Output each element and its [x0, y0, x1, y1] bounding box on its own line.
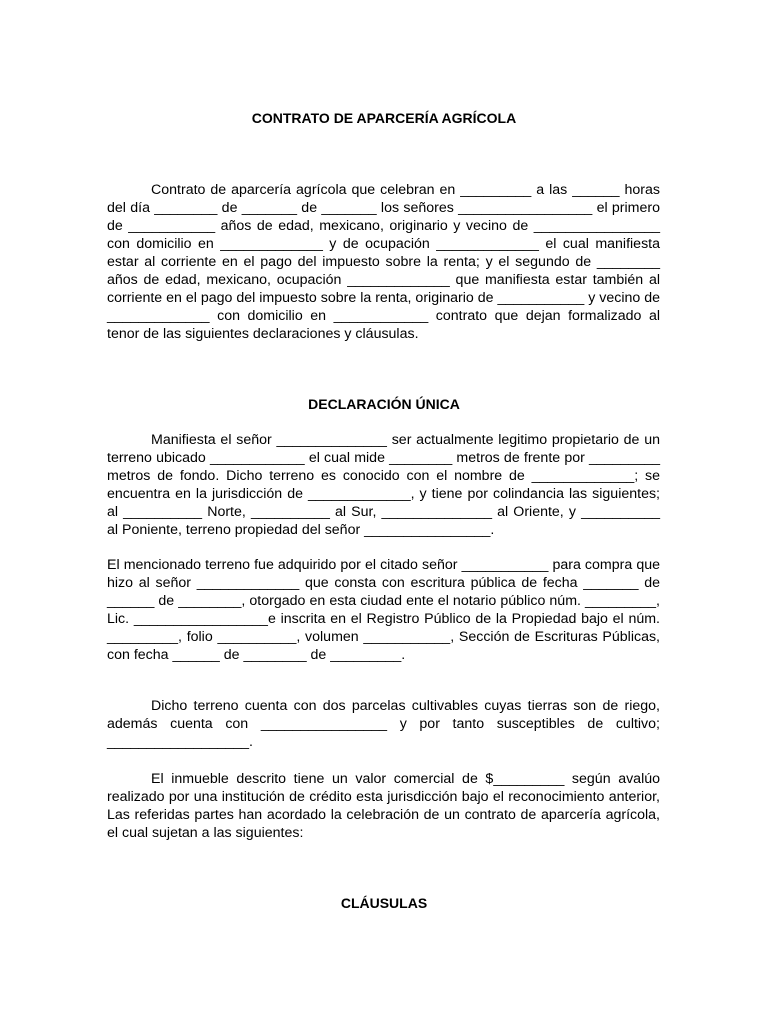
intro-paragraph: Contrato de aparcería agrícola que celebran en _________ a las ______ horas del día ________ de _______ de _______ los señores _________________ el primero de ___________ años de edad, mexicano, originario y vecino de ________________ con domicilio en _____________ y de ocupación _____________ el cual manifiesta estar al corriente en el pago del impuesto sobre la renta; y el segundo de ________ años de edad, mexicano, ocupación _____________ que manifiesta estar también al corriente en el pago del impuesto sobre la renta, originario de ___________ y vecino de _____________ con domicilio en ____________ contrato que dejan formalizado al tenor de las siguientes declaraciones y cláusulas. [107, 182, 660, 342]
clauses-heading: CLÁUSULAS [340, 895, 428, 911]
declaration-paragraph-3: Dicho terreno cuenta con dos parcelas cultivables cuyas tierras son de riego, además cuenta con ________________ y por tanto susceptibles de cultivo; __________________. [107, 698, 660, 750]
document-title: CONTRATO DE APARCERÍA AGRÍCOLA [251, 110, 517, 126]
declaration-heading: DECLARACIÓN ÚNICA [308, 396, 460, 412]
declaration-paragraph-2: El mencionado terreno fue adquirido por el citado señor ___________ para compra que hizo al señor _____________ que consta con escritura pública de fecha _______ de ______ de ________, otorgado en esta ciudad ente el notario público núm. _________, Lic. _________________e inscrita en el Registro Público de la Propiedad bajo el núm. _________, folio __________, volumen ___________, Sección de Escrituras Públicas, con fecha ______ de ________ de _________. [107, 557, 660, 663]
declaration-paragraph-4: El inmueble descrito tiene un valor comercial de $_________ según avalúo realizado por una institución de crédito esta jurisdicción bajo el reconocimiento anterior, Las referidas partes han acordado la celebración de un contrato de aparcería agrícola, el cual sujetan a las siguientes: [107, 771, 660, 841]
declaration-paragraph-1: Manifiesta el señor ______________ ser actualmente legitimo propietario de un terreno ubicado ____________ el cual mide ________ metros de frente por _________ metros de fondo. Dicho terreno es conocido con el nombre de _____________; se encuentra en la jurisdicción de _____________, y tiene por colindancia las siguientes; al __________ Norte, __________ al Sur, ______________ al Oriente, y __________ al Poniente, terreno propiedad del señor ________________. [107, 432, 660, 538]
